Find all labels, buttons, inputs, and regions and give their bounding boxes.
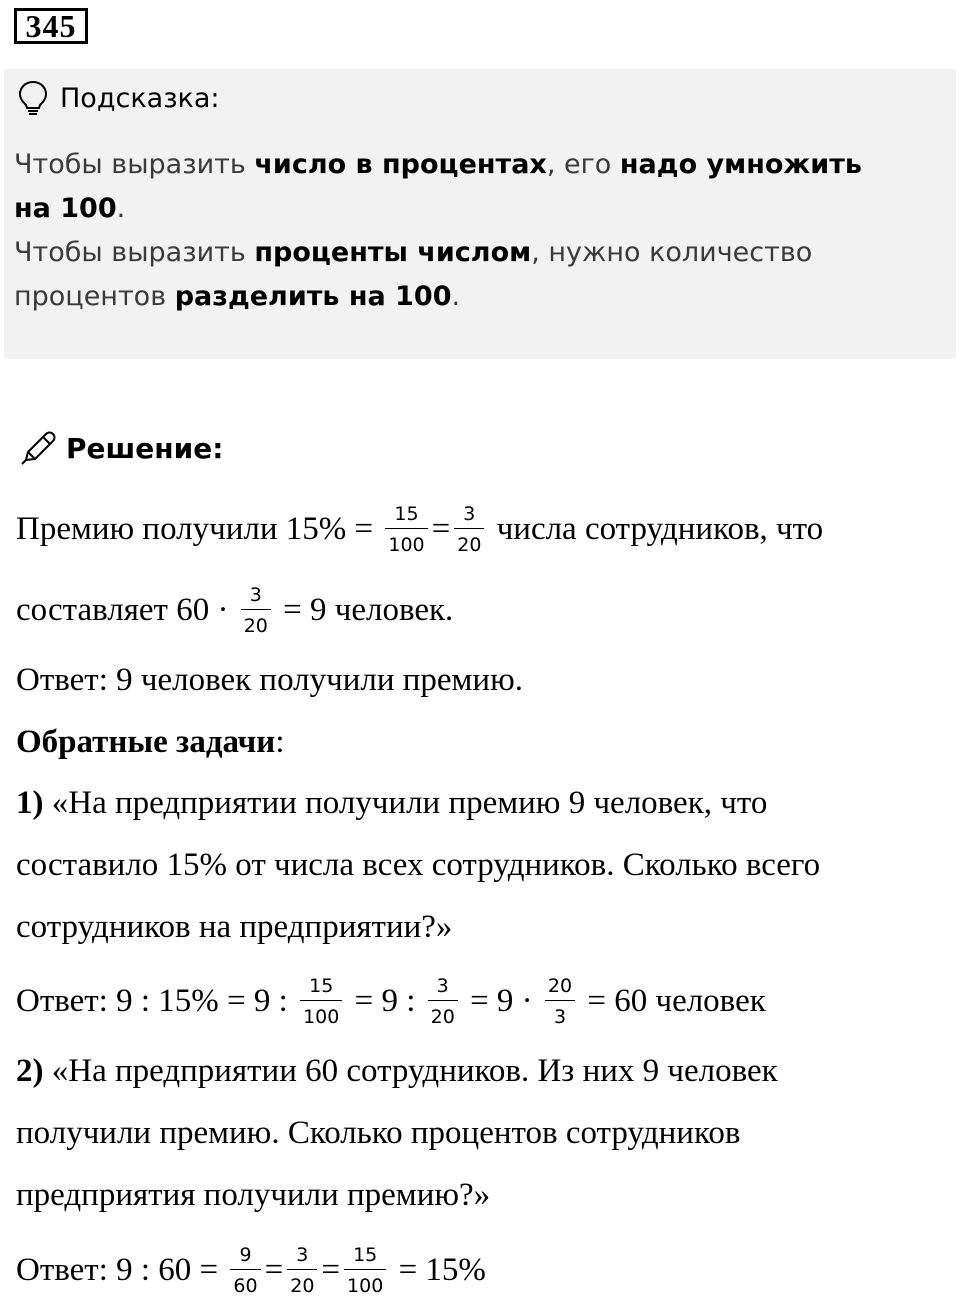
task-1-number: 1) [16,785,44,821]
text-span: = [431,511,451,548]
numerator: 9 [230,1244,260,1270]
hint-text-span: Чтобы выразить [14,237,255,268]
task-1-line-1 [16,783,767,823]
hint-paragraph-2 [14,231,914,319]
hint-bold-span: надо умножить [619,149,862,180]
numerator: 3 [454,503,484,529]
denominator: 100 [388,534,425,556]
denominator: 100 [347,1275,384,1297]
text-span: составляет 60 · [16,592,229,629]
text-span: = [264,1252,284,1289]
hint-bold-span: проценты числом [254,237,532,268]
hint-text-span: , его [546,149,620,180]
denominator: 3 [553,1006,567,1028]
fraction [300,975,342,1028]
answer-line: Ответ: 9 человек получили премию. [16,662,523,698]
text-span: = 9 · [470,983,533,1020]
task-1-line-2: составило 15% от числа всех сотрудников. Сколько всего [16,847,821,883]
task-1-answer [16,977,766,1030]
hint-title [18,78,220,118]
fraction [230,1244,260,1297]
hint-bold-span: разделить на 100 [174,281,452,312]
hint-text-span: . [116,193,126,224]
text-span: = 9 человек. [283,592,454,629]
denominator: 60 [233,1275,258,1297]
text-span: «На предприятии получили премию 9 человек, что [43,785,768,821]
task-1-line-3: сотрудников на предприятии?» [16,909,453,945]
solution-line-1 [16,505,823,558]
fraction [454,503,484,556]
hint-text-span: , нужно количество [531,237,813,268]
text-span: Премию получили 15% = [16,511,374,548]
task-2-line-3: предприятия получили премию?» [16,1177,491,1213]
task-number: 345 [14,8,88,44]
text-span: = 9 : [354,983,416,1020]
task-2-number: 2) [16,1053,44,1089]
bold-text: Обратные задачи [16,724,276,760]
denominator: 20 [290,1275,315,1297]
fraction [287,1244,317,1297]
text-span: Ответ: 9 : 15% = 9 : [16,983,288,1020]
numerator: 15 [344,1244,386,1270]
text-span: = [321,1252,341,1289]
fraction [241,584,271,637]
hint-text-span: процентов [14,281,175,312]
hint-bold-span: число в процентах [254,149,547,180]
solution-title-text: Решение: [66,431,224,465]
lightbulb-icon [18,80,48,116]
denominator: 20 [243,615,268,637]
numerator: 15 [300,975,342,1001]
pencil-icon [18,428,58,468]
fraction [385,503,427,556]
hint-title-text: Подсказка: [60,82,220,114]
hint-text-span: . [451,281,461,312]
text-span: «На предприятии 60 сотрудников. Из них 9 человек [43,1053,778,1089]
solution-line-2 [16,586,453,639]
denominator: 100 [303,1006,340,1028]
hint-paragraph-1 [14,143,914,231]
task-2-line-1 [16,1051,778,1091]
text-span: числа сотрудников, что [496,511,824,548]
hint-text [14,143,914,319]
denominator: 20 [430,1006,455,1028]
solution-title [18,426,223,470]
text-span: = 60 человек [587,983,766,1020]
inverse-tasks-title [16,722,284,762]
task-2-answer [16,1246,486,1299]
text-span: = 15% [398,1252,486,1289]
numerator: 15 [385,503,427,529]
fraction [344,1244,386,1297]
hint-text-span: Чтобы выразить [14,149,255,180]
numerator: 3 [287,1244,317,1270]
fraction [428,975,458,1028]
fraction [545,975,575,1028]
numerator: 3 [428,975,458,1001]
numerator: 20 [545,975,575,1001]
hint-bold-span: на 100 [14,193,117,224]
denominator: 20 [457,534,482,556]
text-span: Ответ: 9 : 60 = [16,1252,219,1289]
numerator: 3 [241,584,271,610]
task-2-line-2: получили премию. Сколько процентов сотрудников [16,1115,741,1151]
text-span: : [275,724,285,760]
